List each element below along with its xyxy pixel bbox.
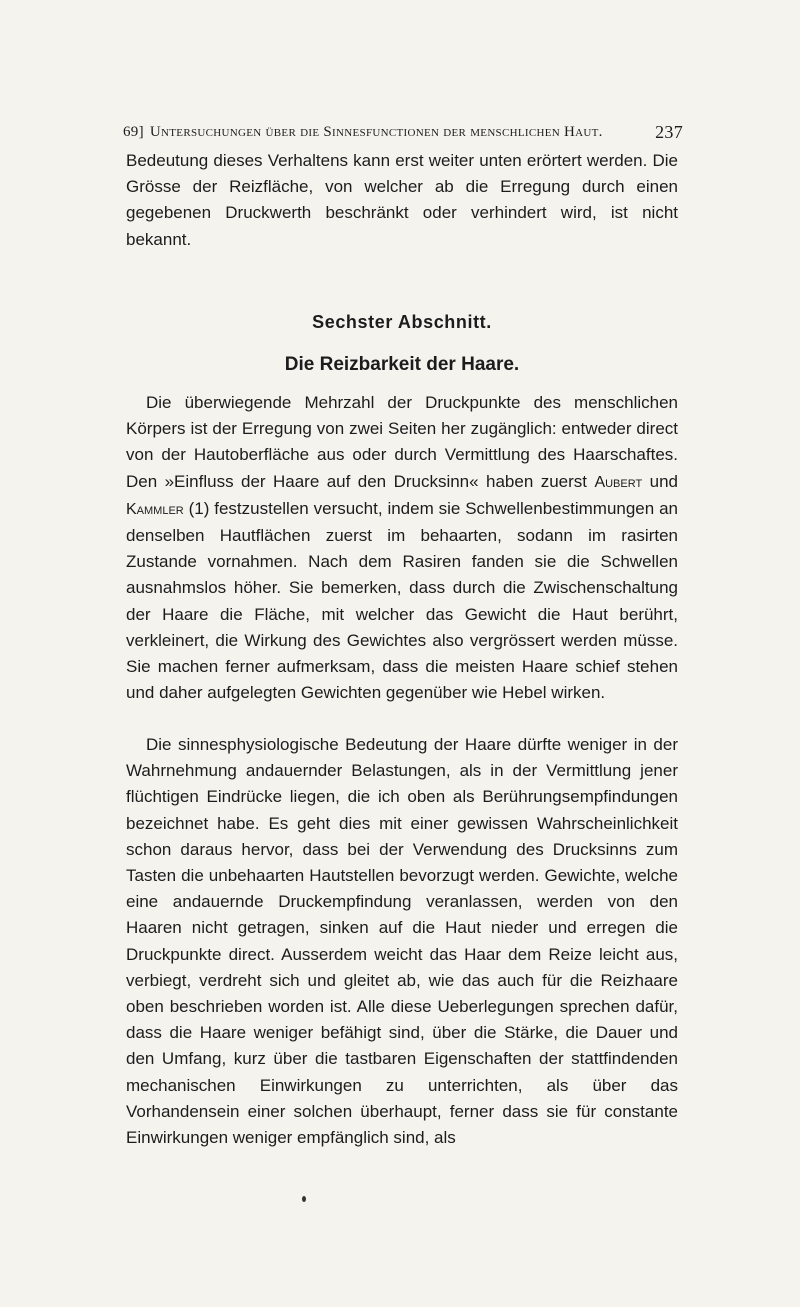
running-title: Untersuchungen über die Sinnesfunctionen der menschlichen Haut. (149, 124, 603, 140)
paragraph-2-und: und (642, 471, 678, 491)
ink-mark (302, 1196, 306, 1202)
author-aubert: Aubert (594, 473, 643, 491)
section-heading: Sechster Abschnitt. (312, 312, 492, 332)
author-kammler: Kammler (126, 500, 184, 518)
paragraph-2-text-a: Die überwiegende Mehrzahl der Druckpunkte des menschlichen Körpers ist der Erregung von zwei Seiten her zugänglich: entweder direct von der Hautoberfläche aus oder durch Vermittlung des Haarschaftes. Den »Einfluss der Haare auf den Drucksinn« haben zuerst (126, 393, 678, 491)
chapter-heading: Die Reizbarkeit der Haare. (284, 354, 520, 375)
paragraph-2 (126, 390, 678, 706)
page-number: 237 (655, 122, 683, 142)
section-ref: 69] (123, 124, 144, 140)
paragraph-1: Bedeutung dieses Verhaltens kann erst weiter unten erörtert werden. Die Grösse der Reizfläche, von welcher ab die Erregung durch einen gegebenen Druckwerth beschränkt oder verhindert wird, ist nicht bekannt. (126, 151, 678, 249)
paragraph-3: Die sinnesphysiologische Bedeutung der Haare dürfte weniger in der Wahrnehmung andauernder Belastungen, als in der Vermittlung jener flüchtigen Eindrücke liegen, die ich oben als Berührungsempfindungen bezeichnet habe. Es geht dies mit einer gewissen Wahrscheinlichkeit schon daraus hervor, dass bei der Verwendung des Drucksinns zum Tasten die unbehaarten Hautstellen bevorzugt werden. Gewichte, welche eine andauernde Druckempfindung veranlassen, werden von den Haaren nicht getragen, sinken auf die Haut nieder und erregen die Druckpunkte direct. Ausserdem weicht das Haar dem Reize leicht aus, verbiegt, verdreht sich und gleitet ab, wie das auch für die Reizhaare oben beschrieben worden ist. Alle diese Ueberlegungen sprechen dafür, dass die Haare weniger befähigt sind, über die Stärke, die Dauer und den Umfang, kurz über die tastbaren Eigenschaften der stattfindenden mechanischen Einwirkungen zu unterrichten, als über das Vorhandensein einer solchen überhaupt, ferner dass sie für constante Einwirkungen weniger empfänglich sind, als (126, 735, 678, 1148)
running-head (123, 124, 683, 143)
paragraph-2-text-b: (1) festzustellen versucht, indem sie Schwellenbestimmungen an denselben Hautflächen zuerst im behaarten, sodann im rasirten Zustande vornahmen. Nach dem Rasiren fanden sie die Schwellen ausnahmslos höher. Sie bemerken, dass durch die Zwischenschaltung der Haare die Fläche, mit welcher das Gewicht die Haut berührt, verkleinert, die Wirkung des Gewichtes also vergrössert werden müsse. Sie machen ferner aufmerksam, dass die meisten Haare schief stehen und daher aufgelegten Gewichten gegenüber wie Hebel wirken. (126, 498, 678, 703)
